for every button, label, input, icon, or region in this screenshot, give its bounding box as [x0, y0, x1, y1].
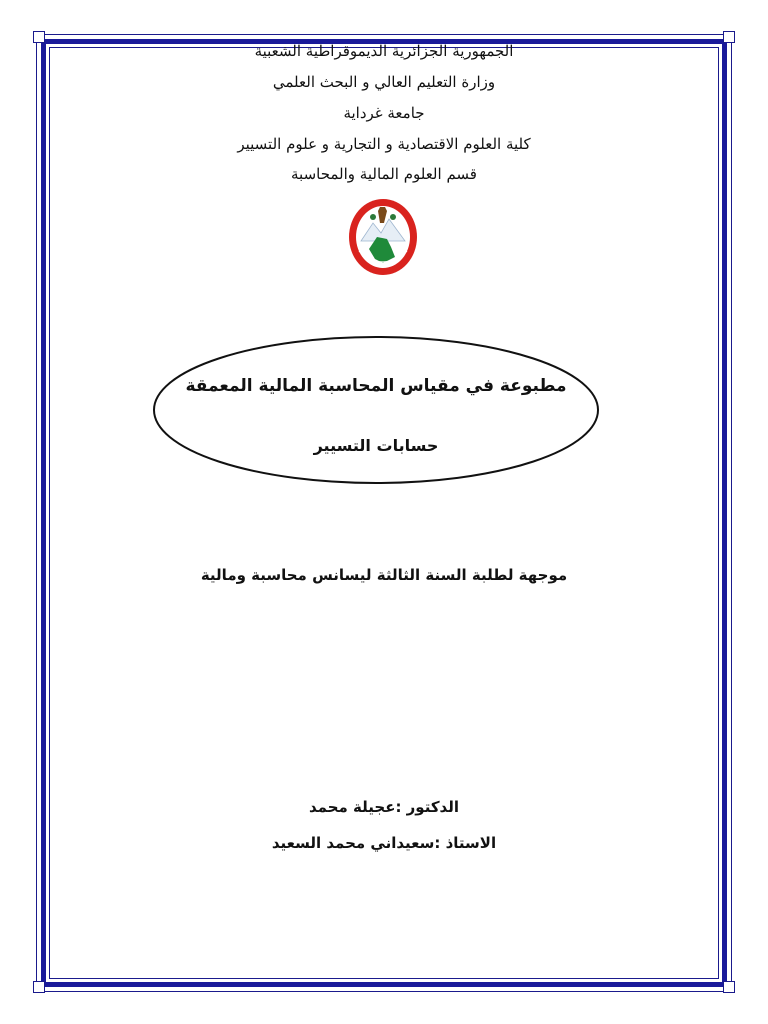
university-emblem-icon — [347, 197, 419, 277]
border-corner-top-left — [33, 31, 45, 43]
title-ellipse — [152, 335, 600, 485]
header-republic: الجمهورية الجزائرية الديموقراطية الشعبية — [254, 42, 514, 60]
header-ministry: وزارة التعليم العالي و البحث العلمي — [272, 73, 496, 91]
document-subtitle: حسابات التسيير — [313, 436, 439, 455]
header-faculty: كلية العلوم الاقتصادية و التجارية و علوم التسيير — [237, 135, 531, 153]
header-department: قسم العلوم المالية والمحاسبة — [291, 165, 477, 183]
document-title: مطبوعة في مقياس المحاسبة المالية المعمقة — [185, 376, 567, 396]
border-corner-top-right — [723, 31, 735, 43]
border-corner-bottom-right — [723, 981, 735, 993]
author-doctor: الدكتور :عجيلة محمد — [309, 798, 459, 816]
author-professor: الاستاذ :سعيداني محمد السعيد — [271, 834, 497, 852]
header-university: جامعة غرداية — [343, 104, 425, 122]
audience-line: موجهة لطلبة السنة الثالثة ليسانس محاسبة ومالية — [200, 566, 568, 584]
border-corner-bottom-left — [33, 981, 45, 993]
